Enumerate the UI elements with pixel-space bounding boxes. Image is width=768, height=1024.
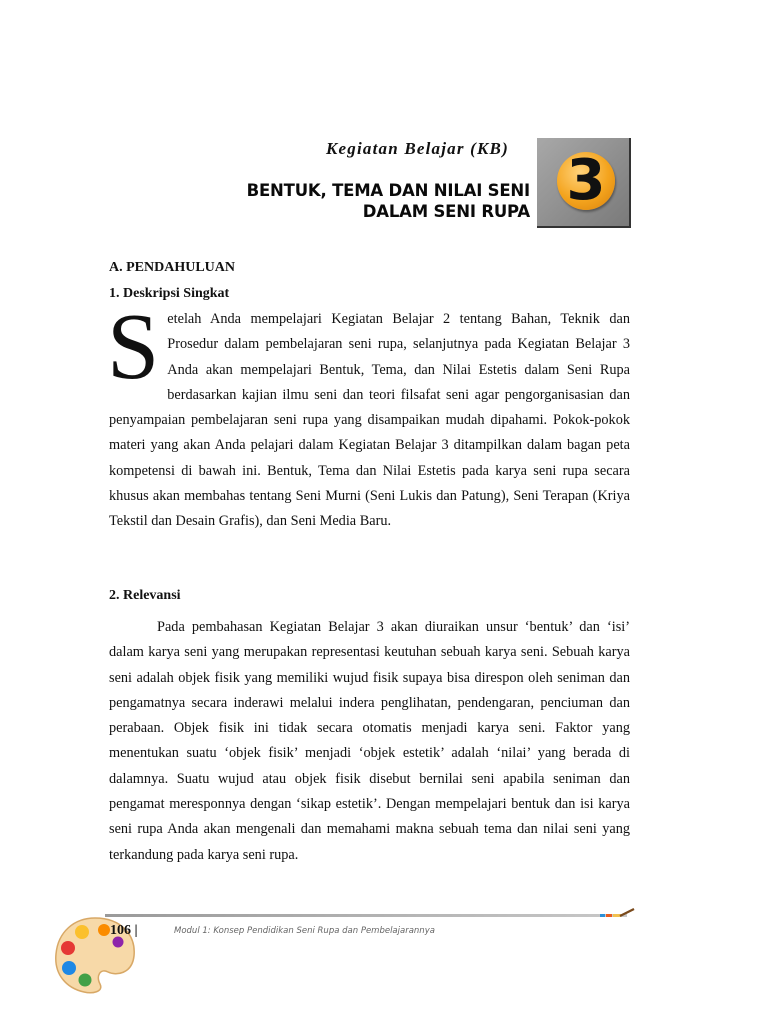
footer-rule: [105, 914, 627, 917]
chapter-title: [247, 180, 530, 222]
page-number: 106 |: [110, 923, 138, 938]
activity-label: Kegiatan Belajar (KB): [326, 139, 509, 158]
drop-cap: S: [107, 295, 160, 399]
module-title: Modul 1: Konsep Pendidikan Seni Rupa dan Pembelajarannya: [174, 926, 435, 936]
paragraph-deskripsi-text: etelah Anda mempelajari Kegiatan Belajar 2 tentang Bahan, Teknik dan Prosedur dalam pembelajaran seni rupa, selanjutnya pada Kegiatan Belajar 3 Anda akan mempelajari Bentuk, Tema, dan Nilai Estetis dalam Seni Rupa berdasarkan kajian ilmu seni dan teori filsafat seni agar pengorganisasian dan penyampaian pembelajaran seni rupa yang disampaikan mudah dipahami. Pokok-pokok materi yang akan Anda pelajari dalam Kegiatan Belajar 3 ditampilkan dalam bagan peta kompetensi di bawah ini. Bentuk, Tema dan Nilai Estetis pada karya seni rupa secara khusus akan membahas tentang Seni Murni (Seni Lukis dan Patung), Seni Terapan (Kriya Tekstil dan Desain Grafis), dan Seni Media Baru.: [109, 311, 630, 530]
chapter-title-line2: DALAM SENI RUPA: [362, 202, 530, 221]
paintbrush-icon: [600, 908, 636, 922]
subsection-heading-relevansi: 2. Relevansi: [109, 588, 181, 603]
chapter-number-circle: [557, 148, 615, 213]
chapter-title-line1: BENTUK, TEMA DAN NILAI SENI: [246, 181, 530, 200]
paragraph-relevansi: Pada pembahasan Kegiatan Belajar 3 akan diuraikan unsur ‘bentuk’ dan ‘isi’ dalam karya seni yang merupakan representasi keutuhan sebuah karya seni. Sebuah karya seni adalah objek fisik yang memiliki wujud fisik supaya bisa direspon oleh seniman dan pengamatnya secara inderawi melalui indera penglihatan, pendengaran, penciuman dan perabaan. Objek fisik ini tidak secara otomatis menjadi karya seni. Faktor yang menentukan suatu ‘objek fisik’ menjadi ‘objek estetik’ adalah ‘nilai’ yang berada di dalamnya. Suatu wujud atau objek fisik disebut bernilai seni apabila seniman dan pengamat meresponnya dengan ‘sikap estetik’. Dengan mempelajari bentuk dan isi karya seni rupa Anda akan mengenali dan memahami makna sebuah tema dan nilai seni yang terkandung pada karya seni rupa.: [109, 619, 630, 863]
section-heading-pendahuluan: A. PENDAHULUAN: [109, 260, 235, 275]
chapter-number: 3: [566, 148, 606, 213]
subsection-heading-deskripsi: 1. Deskripsi Singkat: [109, 286, 230, 301]
chapter-number-badge: [537, 138, 631, 228]
paragraph-deskripsi: [107, 295, 630, 535]
